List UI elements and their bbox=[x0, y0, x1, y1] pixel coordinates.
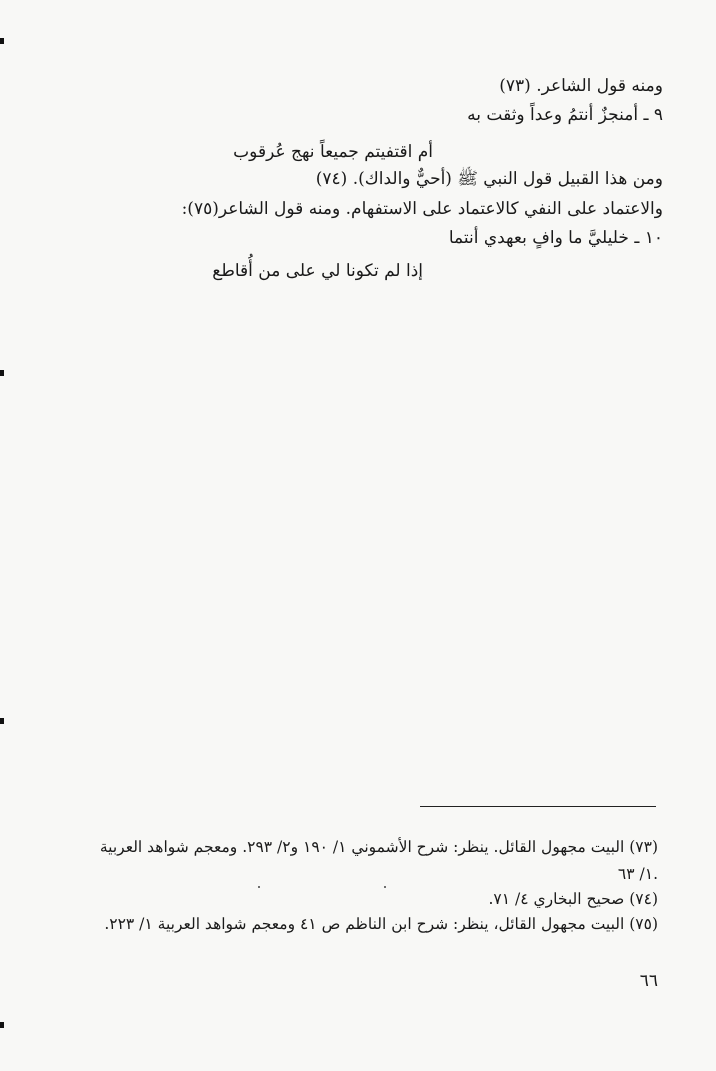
poem-verse-10-first-half: ١٠ ـ خليليَّ ما وافٍ بعهدي أنتما bbox=[448, 228, 663, 248]
poem-verse-9-second-half: أم اقتفيتم جميعاً نهج عُرقوب bbox=[233, 142, 433, 162]
footnote-74: (٧٤) صحيح البخاري ٤/ ٧١. bbox=[488, 890, 658, 908]
footnote-separator bbox=[420, 806, 656, 807]
text-line-1: ومنه قول الشاعر. (٧٣) bbox=[499, 76, 663, 96]
text-line-negation: والاعتماد على النفي كالاعتماد على الاستفهام. ومنه قول الشاعر(٧٥): bbox=[181, 199, 663, 219]
footnote-73: (٧٣) البيت مجهول القائل. ينظر: شرح الأشموني ١/ ١٩٠ و٢/ ٢٩٣. ومعجم شواهد العربية bbox=[99, 838, 658, 856]
scan-speck bbox=[258, 886, 260, 888]
footnote-73-continuation: ١/ ٦٣. bbox=[617, 865, 658, 883]
footnote-75: (٧٥) البيت مجهول القائل، ينظر: شرح ابن الناظم ص ٤١ ومعجم شواهد العربية ١/ ٢٢٣. bbox=[104, 915, 658, 933]
scan-margin-mark bbox=[0, 718, 4, 724]
scan-speck bbox=[384, 886, 386, 888]
scan-margin-mark bbox=[0, 38, 4, 44]
poem-verse-10-second-half: إذا لم تكونا لي على من أُقاطع bbox=[212, 261, 423, 281]
poem-verse-9-first-half: ٩ ـ أمنجزٌ أنتمُ وعداً وثقت به bbox=[467, 105, 663, 125]
scan-margin-mark bbox=[0, 1022, 4, 1028]
text-line-hadith: ومن هذا القبيل قول النبي ﷺ (أحيٌّ والداك). (٧٤) bbox=[315, 169, 663, 189]
scan-margin-mark bbox=[0, 370, 4, 376]
page-number: ٦٦ bbox=[639, 971, 658, 991]
